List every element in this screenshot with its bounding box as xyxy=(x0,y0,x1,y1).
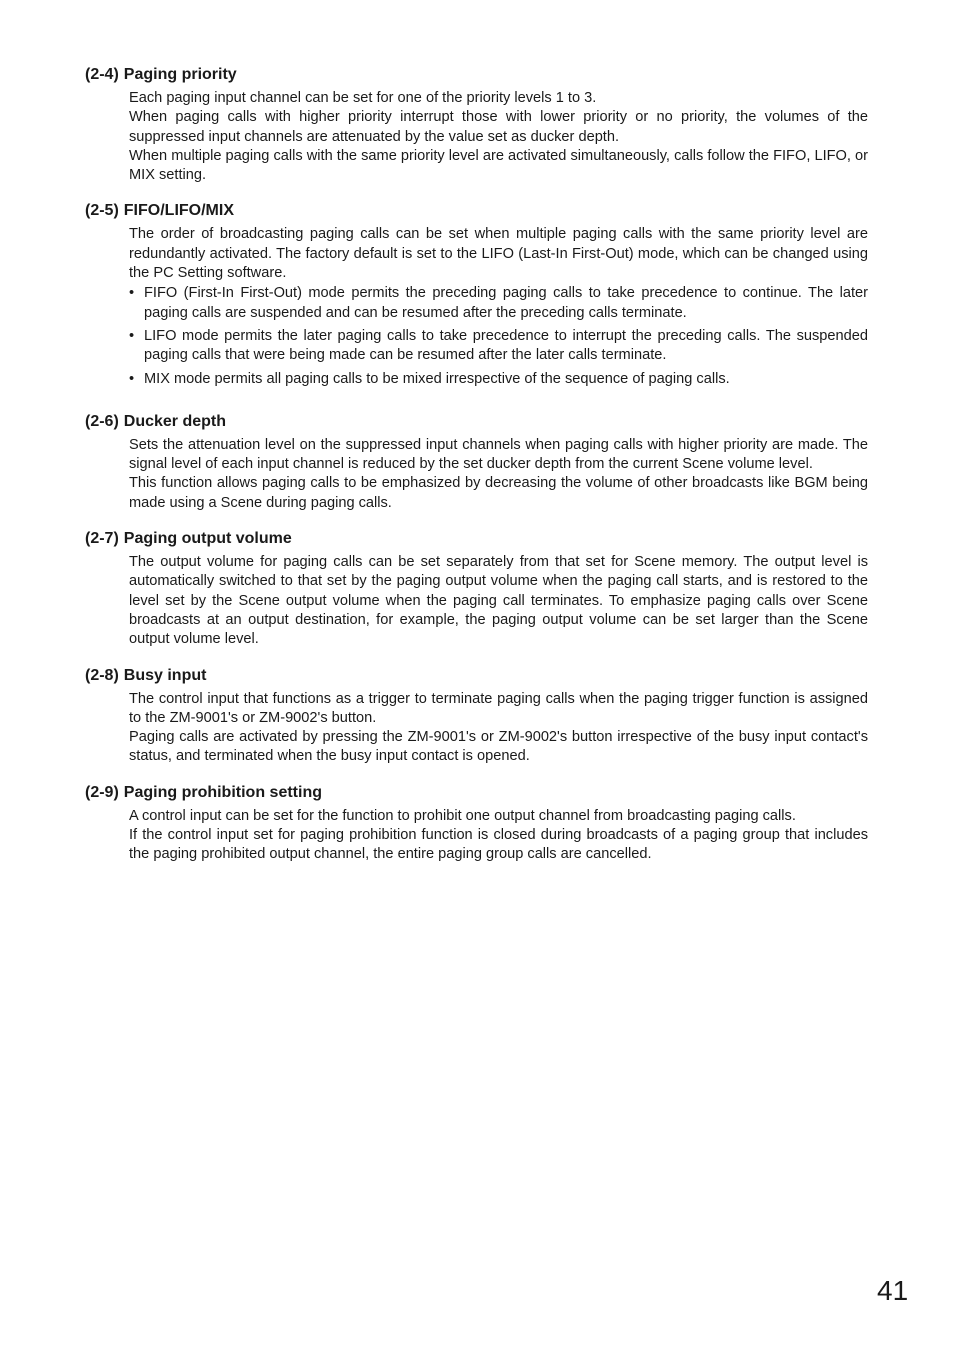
paragraph: Sets the attenuation level on the suppressed input channels when paging calls with higher priority are made. The signal level of each input channel is reduced by the set ducker depth from the current Scene volume level. xyxy=(129,436,868,473)
section-heading xyxy=(85,782,868,804)
bullet-glyph: • xyxy=(129,327,135,344)
document-body xyxy=(85,64,868,865)
section-heading xyxy=(85,200,868,222)
section-title: Ducker depth xyxy=(123,412,227,430)
section-title: Paging priority xyxy=(123,66,237,83)
list-item-text: FIFO (First-In First-Out) mode permits the preceding paging calls to take precedence to continue. The later paging calls are suspended and can be resumed after the preceding calls terminate. xyxy=(144,285,868,321)
paragraph: When multiple paging calls with the same priority level are activated simultaneously, calls follow the FIFO, LIFO, or MIX setting. xyxy=(129,147,868,184)
section-number: (2-6) xyxy=(85,412,119,430)
paragraph: When paging calls with higher priority interrupt those with lower priority or no priority, the volumes of the suppressed input channels are attenuated by the value set as ducker depth. xyxy=(129,109,868,145)
section-title: Busy input xyxy=(123,666,207,684)
paragraph: This function allows paging calls to be emphasized by decreasing the volume of other broadcasts like BGM being made using a Scene during paging calls. xyxy=(129,475,868,511)
section-paging-output-volume xyxy=(85,528,868,649)
section-heading xyxy=(85,411,868,433)
bullet-glyph: • xyxy=(129,370,135,387)
section-heading xyxy=(85,528,868,550)
page-number: 41 xyxy=(877,1275,909,1306)
section-body xyxy=(129,225,868,388)
section-fifo-lifo-mix xyxy=(85,200,868,388)
section-paging-prohibition-setting xyxy=(85,782,868,865)
section-body xyxy=(129,553,868,649)
section-number: (2-9) xyxy=(85,783,119,801)
section-number: (2-7) xyxy=(85,530,119,548)
list-item xyxy=(129,370,868,389)
section-heading xyxy=(85,665,868,687)
section-ducker-depth xyxy=(85,411,868,513)
section-number: (2-4) xyxy=(85,66,119,83)
list-item xyxy=(129,284,868,323)
paragraph: The output volume for paging calls can be set separately from that set for Scene memory. The output level is automatically switched to that set by the paging output volume when the paging call starts, and is restored to the level set by the Scene output volume when the paging call terminates. To emphasize paging calls over Scene broadcasts at an output destination, for example, the paging output volume can be set larger than the Scene output volume level. xyxy=(129,554,868,648)
paragraph: A control input can be set for the function to prohibit one output channel from broadcasting paging calls. xyxy=(129,807,796,824)
list-item-text: MIX mode permits all paging calls to be mixed irrespective of the sequence of paging calls. xyxy=(144,370,730,387)
section-body xyxy=(129,807,868,865)
section-busy-input xyxy=(85,665,868,767)
list-item-text: LIFO mode permits the later paging calls to take precedence to interrupt the preceding calls. The suspended paging calls that were being made can be resumed after the later calls terminate. xyxy=(144,327,868,364)
section-body xyxy=(129,690,868,767)
section-title: Paging prohibition setting xyxy=(123,783,322,801)
list-item xyxy=(129,327,868,366)
section-body xyxy=(129,436,868,513)
paragraph: Each paging input channel can be set for one of the priority levels 1 to 3. xyxy=(129,90,597,106)
section-title: FIFO/LIFO/MIX xyxy=(123,202,234,220)
section-body xyxy=(129,89,868,185)
bullet-list xyxy=(129,284,868,388)
section-paging-priority xyxy=(85,64,868,185)
paragraph: Paging calls are activated by pressing the ZM-9001's or ZM-9002's button irrespective of the busy input contact's status, and terminated when the busy input contact is opened. xyxy=(129,729,868,765)
section-number: (2-8) xyxy=(85,666,119,684)
paragraph: If the control input set for paging prohibition function is closed during broadcasts of a paging group that includes the paging prohibited output channel, the entire paging group calls are cancelled. xyxy=(129,827,868,863)
paragraph: The order of broadcasting paging calls can be set when multiple paging calls with the same priority level are redundantly activated. The factory default is set to the LIFO (Last-In First-Out) mode, which can be changed using the PC Setting software. xyxy=(129,226,868,282)
bullet-glyph: • xyxy=(129,285,135,302)
paragraph: The control input that functions as a trigger to terminate paging calls when the paging trigger function is assigned to the ZM-9001's or ZM-9002's button. xyxy=(129,690,868,726)
section-title: Paging output volume xyxy=(123,530,292,548)
section-number: (2-5) xyxy=(85,202,119,220)
section-heading xyxy=(85,64,868,86)
